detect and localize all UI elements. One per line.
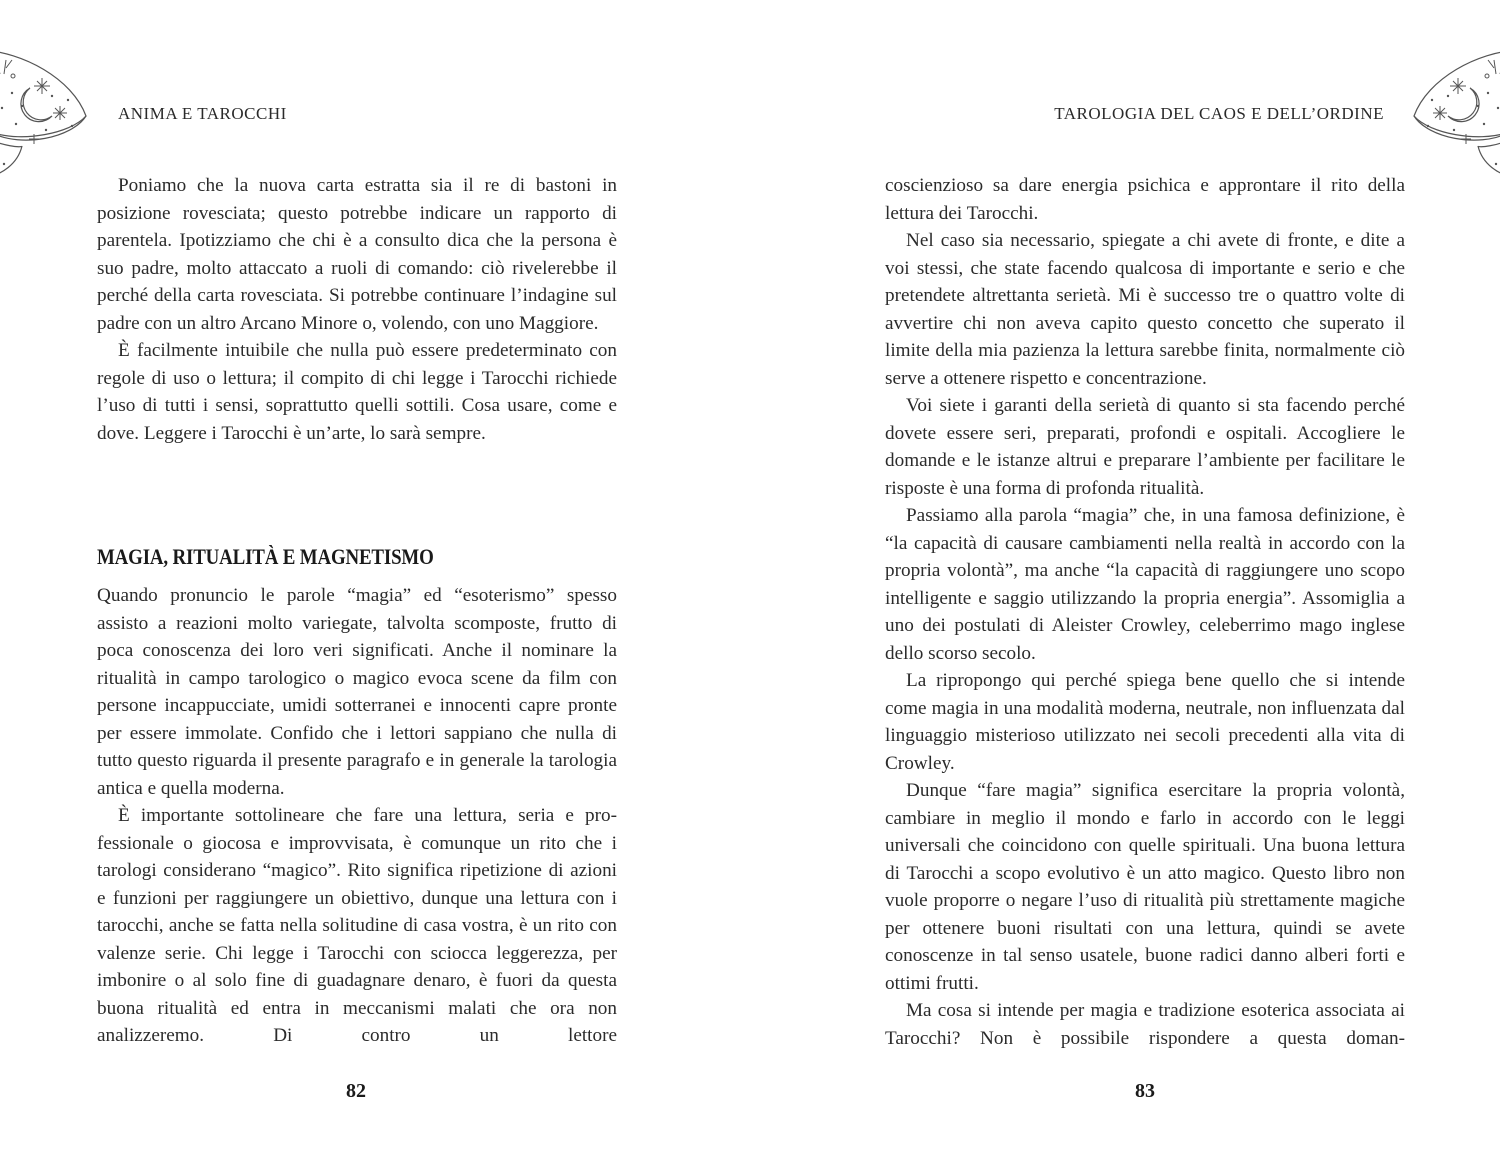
paragraph: Poniamo che la nuova carta estratta sia il re di bastoni in posizione rovesciata; questo potrebbe indicare un rapporto di parentela. Ipotizziamo che chi è a consulto dica che la persona è suo padre, molto attaccato a ruoli di comando: ciò rivelerebbe il perché della carta rovesciata. Si potrebbe continuare l’indagine sul padre con un altro Arcano Minore o, volendo, con uno Maggiore. [97, 175, 617, 334]
section-heading: MAGIA, RITUALITÀ E MAGNETISMO [97, 544, 434, 569]
paragraph: Passiamo alla parola “magia” che, in una famosa definizione, è “la capacità di causare cambiamenti nella realtà in accordo con la propria volontà”, ma anche “la capacità di raggiungere uno scopo intelligente e saggio utilizzando la propria energia”. Assomiglia a uno dei postulati di Aleister Crowley, celeberrimo mago inglese dello scorso secolo. [885, 505, 1405, 664]
running-head: ANIMA E TAROCCHI [118, 104, 287, 123]
running-head: TAROLOGIA DEL CAOS E DELL’ORDINE [1054, 104, 1384, 123]
right-page [750, 0, 1500, 1159]
crescent-moon-stars-ornament-icon [1398, 38, 1500, 178]
crescent-moon-stars-ornament-icon [0, 38, 102, 178]
paragraph: Voi siete i garanti della serietà di quanto si sta facendo perché dovete essere seri, preparati, profondi e ospitali. Accogliere le domande e le istanze altrui e preparare l’ambiente per facilitare le risposte è una forma di profonda ritualità. [885, 395, 1405, 499]
paragraph: Quando pronuncio le parole “magia” ed “esoterismo” spesso assisto a reazioni molto variegate, talvolta scomposte, frutto di poca conoscenza dei loro veri significati. Anche il nominare la ritualità in campo tarologico o magico evoca scene da film con persone incappucciate, umidi sotterranei e innocenti capre pronte per essere immolate. Confido che i lettori sappiano che nulla di tutto questo riguarda il presente paragrafo e in generale la tarologia antica e quella moderna. [97, 585, 617, 799]
page-number: 83 [1135, 1080, 1155, 1102]
paragraph: Nel caso sia necessario, spiegate a chi avete di fronte, e dite a voi stessi, che state facendo qualcosa di importante e serio e che pretendete altrettanta serietà. Mi è successo tre o quattro volte di avvertire chi non aveva capito questo concetto che superato il limite della mia pazienza la lettura sarebbe finita, normalmente ciò serve a ottenere rispetto e concentrazione. [885, 230, 1405, 389]
paragraph: coscienzioso sa dare energia psichica e approntare il rito della lettura dei Tarocchi. [885, 175, 1405, 224]
paragraph: È facilmente intuibile che nulla può essere predeterminato con regole di uso o lettura; il compito di chi legge i Tarocchi richiede l’uso di tutti i sensi, soprattutto quelli sottili. Cosa usare, come e dove. Leggere i Tarocchi è un’arte, lo sarà sempre. [97, 340, 617, 444]
paragraph: Dunque “fare magia” significa esercitare la propria volontà, cambiare in meglio il mondo e farlo in accordo con le leggi universali che coincidono con quelle spirituali. Una buona lettura di Tarocchi a scopo evolutivo è un atto magico. Questo libro non vuole proporre o negare l’uso di ritualità più strettamente magiche per ottenere buoni risultati con una lettura, quindi se avete conoscenze in tal senso usatele, buone radici danno alberi forti e ottimi frutti. [885, 780, 1405, 994]
paragraph: La ripropongo qui perché spiega bene quello che si intende come magia in una modalità moderna, neutrale, non influenzata dal linguaggio misterioso utilizzato nei secoli precedenti alla vita di Crowley. [885, 670, 1405, 774]
paragraph: È importante sottolineare che fare una lettura, seria e professionale o giocosa e improvvisata, è comunque un rito che i tarologi considerano “magico”. Rito significa ripetizione di azioni e funzioni per raggiungere un obiettivo, dunque una lettura con i tarocchi, anche se fatta nella solitudine di casa vostra, è un rito con valenze serie. Chi legge i Tarocchi con sciocca leggerezza, per imbonire o al solo fine di guadagnare denaro, è fuori da questa buona ritualità ed entra in meccanismi malati che ora non analizzeremo. Di contro un lettore [97, 805, 617, 1046]
paragraph: Ma cosa si intende per magia e tradizione esoterica associata ai Tarocchi? Non è possibile rispondere a questa doman- [885, 1000, 1405, 1049]
body-text-top [97, 172, 617, 447]
page-number: 82 [346, 1080, 366, 1102]
body-text [885, 172, 1405, 1052]
body-text-bottom [97, 582, 617, 1050]
